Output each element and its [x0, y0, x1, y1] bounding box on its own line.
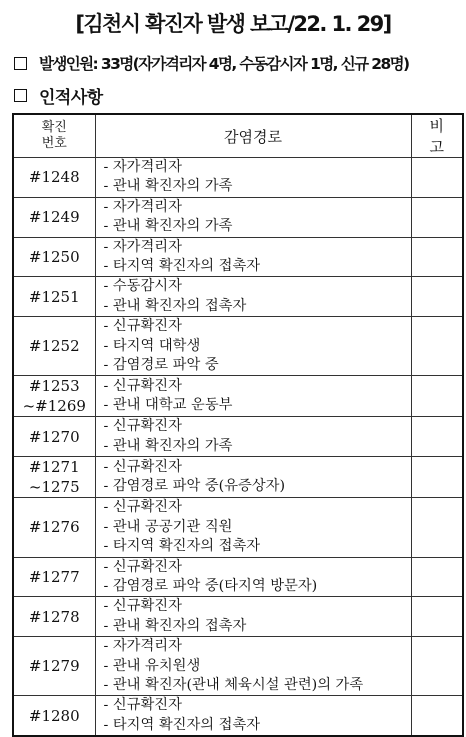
header-case-number	[13, 114, 95, 158]
case-number: ~1275	[28, 478, 80, 497]
table-row	[13, 317, 463, 376]
case-number: #1253	[28, 377, 80, 396]
case-number-cell	[13, 417, 95, 457]
infection-route-cell	[95, 317, 411, 376]
infection-route-line: - 관내 확진자의 접촉자	[103, 617, 247, 634]
table-row	[13, 498, 463, 557]
infection-route-cell	[95, 237, 411, 277]
infection-route-line: - 관내 확진자의 가족	[103, 218, 233, 235]
note-cell	[411, 557, 463, 597]
case-number: #1248	[28, 168, 80, 187]
infection-route-cell	[95, 457, 411, 498]
infection-route-line: - 자가격리자	[103, 159, 182, 175]
case-number: #1280	[28, 706, 80, 725]
note-cell	[411, 498, 463, 557]
infection-route-line: - 타지역 확진자의 접촉자	[103, 538, 261, 555]
header-note: 비고	[411, 114, 463, 158]
infection-route-line: - 자가격리자	[103, 238, 182, 255]
infection-route-cell	[95, 696, 411, 736]
section-heading	[14, 83, 103, 108]
case-number-cell	[13, 696, 95, 736]
table-row	[13, 557, 463, 597]
case-number-cell	[13, 237, 95, 277]
infection-route-line: - 자가격리자	[103, 638, 182, 655]
note-cell	[411, 637, 463, 696]
checkbox-square-icon	[14, 89, 27, 102]
note-cell	[411, 597, 463, 637]
infection-route-cell	[95, 557, 411, 597]
note-cell	[411, 158, 463, 198]
case-number: #1276	[28, 518, 80, 537]
case-number: #1249	[28, 208, 80, 227]
infection-route-line: - 관내 확진자(관내 체육시설 관련)의 가족	[103, 676, 364, 693]
note-cell	[411, 457, 463, 498]
table-row	[13, 277, 463, 317]
infection-route-line: - 관내 공공기관 직원	[103, 518, 233, 535]
infection-route-line: - 신규확진자	[103, 418, 182, 435]
case-number-cell	[13, 197, 95, 237]
infection-route-line: - 타지역 확진자의 접촉자	[103, 716, 261, 733]
table-row	[13, 417, 463, 457]
checkbox-square-icon	[14, 57, 27, 70]
table-body	[13, 158, 463, 737]
case-table	[12, 113, 464, 737]
note-cell	[411, 317, 463, 376]
infection-route-line: - 관내 유치원생	[103, 657, 201, 674]
note-cell	[411, 277, 463, 317]
case-number: #1270	[28, 427, 80, 446]
section-heading-text: 인적사항	[39, 88, 103, 108]
infection-route-line: - 관내 대학교 운동부	[103, 397, 233, 414]
infection-route-line: - 신규확진자	[103, 318, 182, 335]
infection-route-line: - 관내 확진자의 접촉자	[103, 297, 247, 314]
case-number-cell	[13, 277, 95, 317]
case-number: #1251	[28, 287, 80, 306]
infection-route-line: - 수동감시자	[103, 278, 182, 295]
infection-route-line: - 자가격리자	[103, 198, 182, 215]
case-number: #1250	[28, 248, 80, 267]
table-row	[13, 158, 463, 198]
case-number: ~#1269	[22, 397, 86, 416]
header-num-line2: 번호	[41, 136, 67, 151]
infection-route-line: - 관내 확진자의 가족	[103, 437, 233, 454]
case-number: #1279	[28, 657, 80, 676]
case-number: #1278	[28, 607, 80, 626]
infection-route-line: - 신규확진자	[103, 598, 182, 615]
note-cell	[411, 417, 463, 457]
table-header-row	[13, 114, 463, 158]
infection-route-cell	[95, 637, 411, 696]
summary-text: 발생인원: 33명(자가격리자 4명, 수동감시자 1명, 신규 28명)	[39, 55, 409, 73]
note-cell	[411, 237, 463, 277]
infection-route-line: - 타지역 대학생	[103, 337, 201, 354]
case-number-cell	[13, 158, 95, 198]
case-number: #1252	[28, 337, 80, 356]
infection-route-cell	[95, 597, 411, 637]
summary-line	[14, 52, 409, 74]
case-number-cell	[13, 457, 95, 498]
note-cell	[411, 197, 463, 237]
infection-route-line: - 신규확진자	[103, 697, 182, 714]
table-row	[13, 237, 463, 277]
header-num-line1: 확진	[41, 120, 67, 135]
case-number-cell	[13, 376, 95, 417]
infection-route-cell	[95, 197, 411, 237]
case-number-cell	[13, 498, 95, 557]
table-row	[13, 597, 463, 637]
case-number-cell	[13, 317, 95, 376]
table-row	[13, 376, 463, 417]
infection-route-cell	[95, 376, 411, 417]
infection-route-line: - 타지역 확진자의 접촉자	[103, 258, 261, 275]
case-number-cell	[13, 637, 95, 696]
table-row	[13, 457, 463, 498]
infection-route-line: - 관내 확진자의 가족	[103, 178, 233, 195]
table-row	[13, 197, 463, 237]
infection-route-line: - 신규확진자	[103, 378, 182, 395]
infection-route-line: - 신규확진자	[103, 558, 182, 575]
table-row	[13, 637, 463, 696]
infection-route-line: - 신규확진자	[103, 499, 182, 516]
note-cell	[411, 376, 463, 417]
infection-route-line: - 감염경로 파악 중	[103, 357, 219, 374]
infection-route-line: - 신규확진자	[103, 458, 182, 475]
header-infection-route: 감염경로	[95, 114, 411, 158]
note-cell	[411, 696, 463, 736]
case-number-cell	[13, 557, 95, 597]
infection-route-line: - 감염경로 파악 중(타지역 방문자)	[103, 577, 318, 594]
case-number-cell	[13, 597, 95, 637]
report-title: [김천시 확진자 발생 보고/22. 1. 29]	[75, 12, 391, 36]
infection-route-cell	[95, 158, 411, 198]
infection-route-cell	[95, 498, 411, 557]
infection-route-cell	[95, 417, 411, 457]
table-row	[13, 696, 463, 736]
case-number: #1271	[28, 458, 80, 477]
infection-route-line: - 감염경로 파악 중(유증상자)	[103, 478, 286, 495]
infection-route-cell	[95, 277, 411, 317]
case-number: #1277	[28, 567, 80, 586]
